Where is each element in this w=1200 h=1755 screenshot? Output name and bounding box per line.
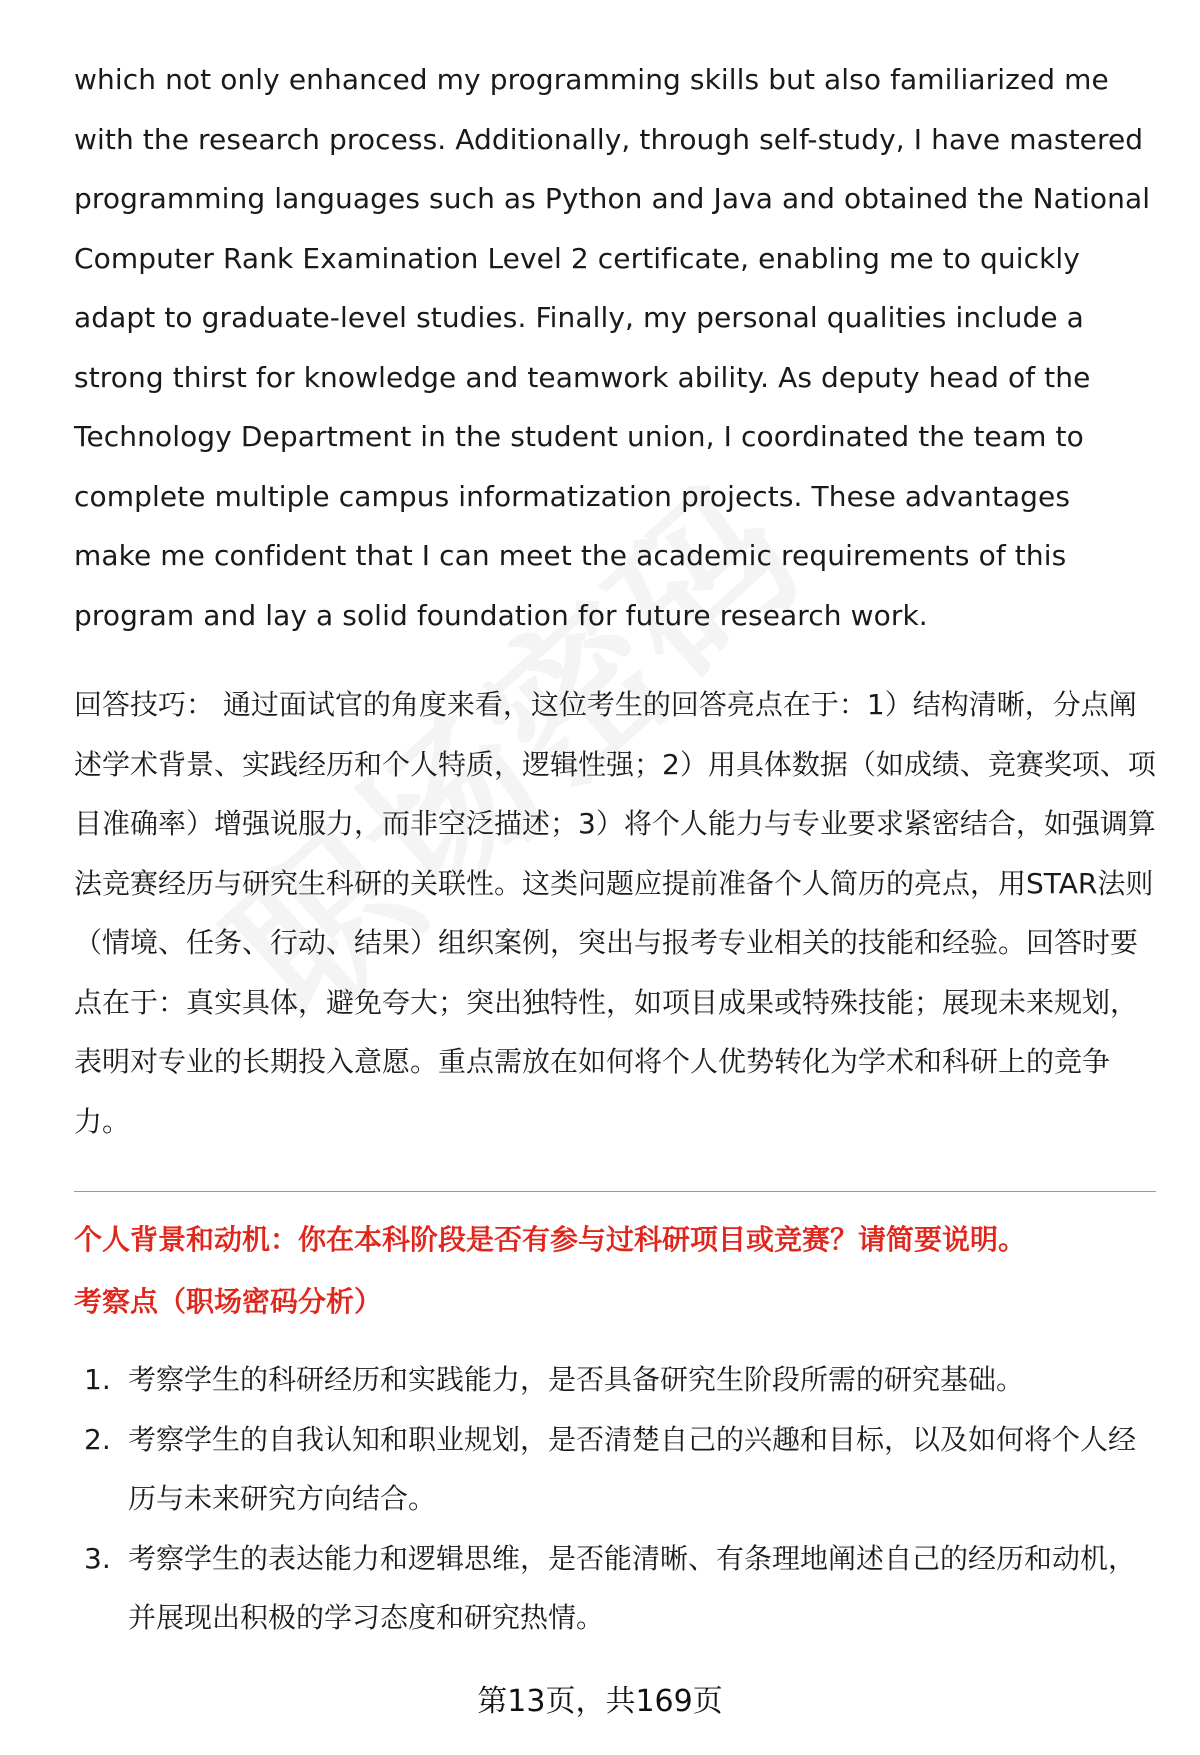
section-divider xyxy=(74,1191,1156,1192)
list-item-text: 考察学生的表达能力和逻辑思维，是否能清晰、有条理地阐述自己的经历和动机，并展现出积极的学习态度和研究热情。 xyxy=(128,1541,1137,1634)
answer-tips-paragraph: 回答技巧： 通过面试官的角度来看，这位考生的回答亮点在于：1）结构清晰，分点阐述学术背景、实践经历和个人特质，逻辑性强；2）用具体数据（如成绩、竞赛奖项、项目准确率）增强说服力，而非空泛描述；3）将个人能力与专业要求紧密结合，如强调算法竞赛经历与研究生科研的关联性。这类问题应提前准备个人简历的亮点，用STAR法则（情境、任务、行动、结果）组织案例，突出与报考专业相关的技能和经验。回答时要点在于：真实具体，避免夸大；突出独特性，如项目成果或特殊技能；展现未来规划，表明对专业的长期投入意愿。重点需放在如何将个人优势转化为学术和科研上的竞争力。 xyxy=(74,688,1156,1138)
list-item-text: 考察学生的科研经历和实践能力，是否具备研究生阶段所需的研究基础。 xyxy=(128,1363,1025,1396)
page-number-footer: 第13页，共169页 xyxy=(477,1684,723,1719)
list-item xyxy=(74,1350,1156,1410)
list-item-number: 1. xyxy=(84,1363,111,1396)
question-title: 个人背景和动机：你在本科阶段是否有参与过科研项目或竞赛？请简要说明。 xyxy=(74,1223,1027,1256)
list-item-text: 考察学生的自我认知和职业规划，是否清楚自己的兴趣和目标，以及如何将个人经历与未来研究方向结合。 xyxy=(128,1422,1137,1515)
list-item-number: 3. xyxy=(84,1541,111,1575)
list-item xyxy=(74,1410,1156,1529)
question-subtitle: 考察点（职场密码分析） xyxy=(74,1285,383,1318)
document-page xyxy=(74,50,1156,1648)
body-paragraph: which not only enhanced my programming skills but also familiarized me with the research process. Additionally, through self-study, I have mastered programming languages such as Python and Java and obtained the National Computer Rank Examination Level 2 certificate, enabling me to quickly adapt to graduate-level studies. Finally, my personal qualities include a strong thirst for knowledge and teamwork ability. As deputy head of the Technology Department in the student union, I coordinated the team to complete multiple campus informatization projects. These advantages make me confident that I can meet the academic requirements of this program and lay a solid foundation for future research work. xyxy=(74,63,1151,632)
list-item-number: 2. xyxy=(84,1422,111,1456)
list-item xyxy=(74,1529,1156,1648)
assessment-points-list xyxy=(74,1350,1156,1648)
